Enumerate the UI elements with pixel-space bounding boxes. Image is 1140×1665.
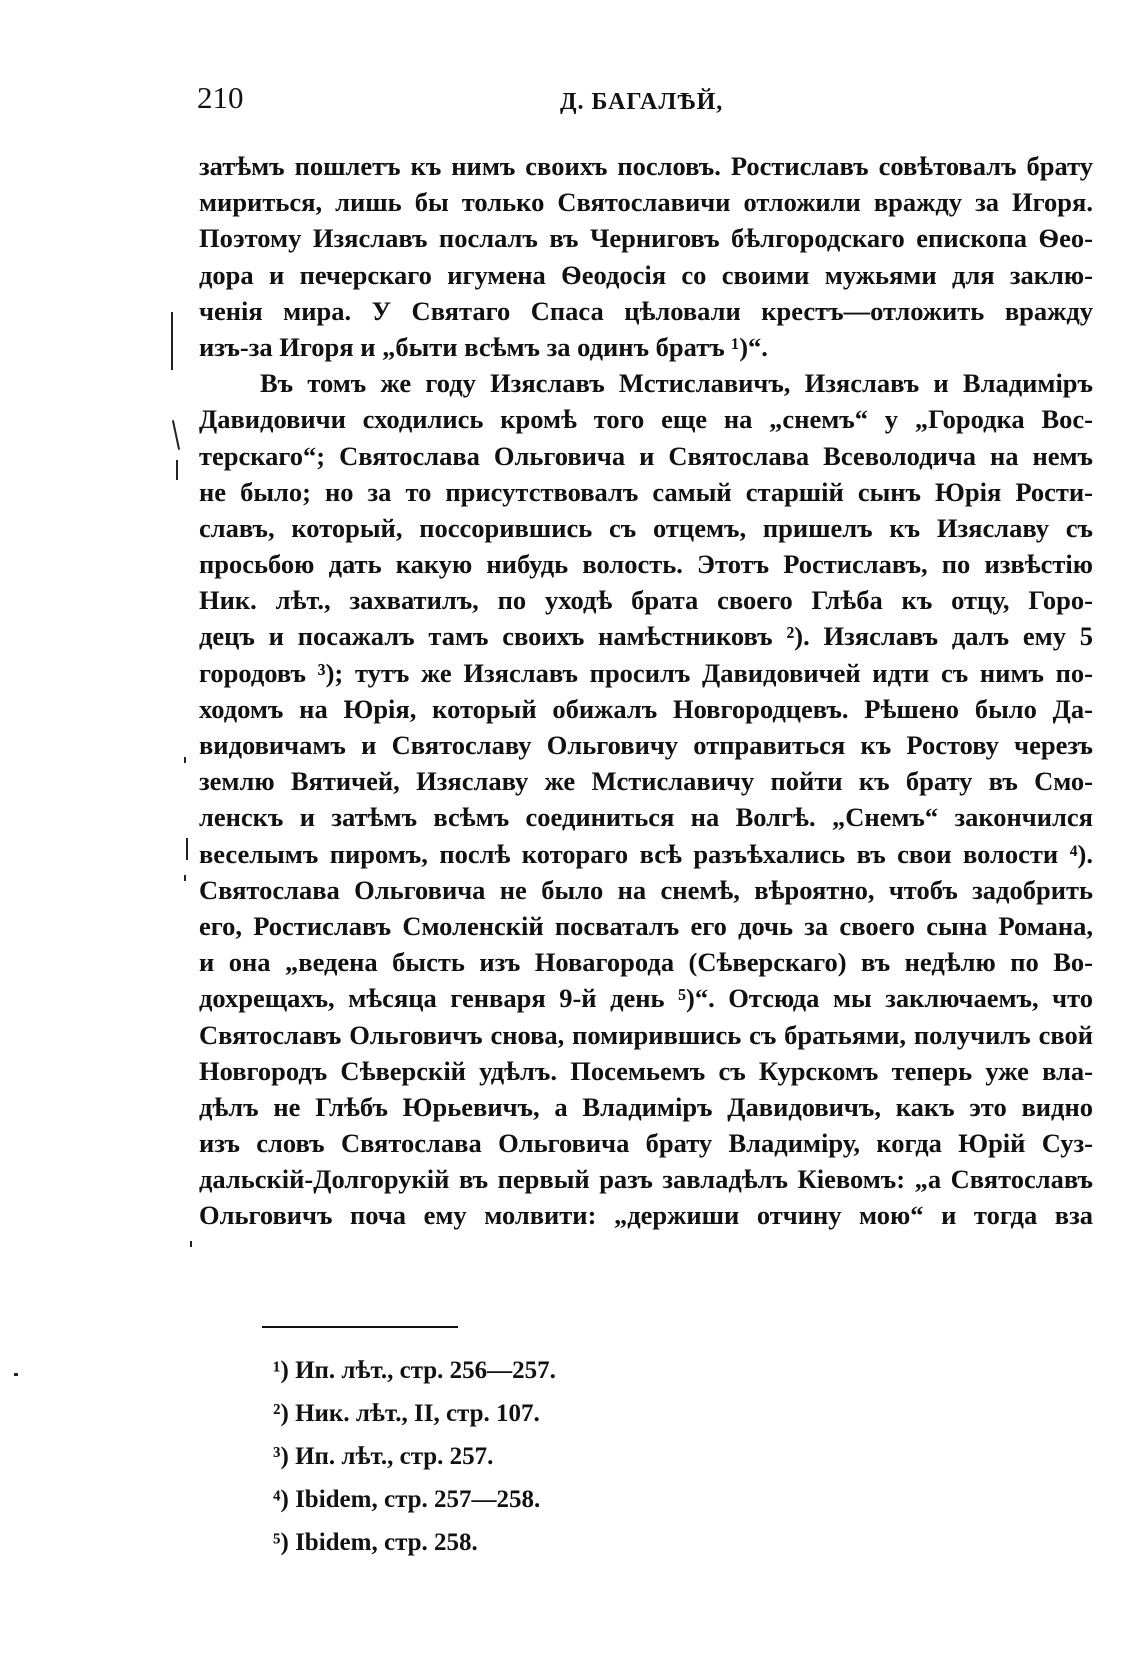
body-line: его, Ростиславъ Смоленскій посваталъ его дочь за своего сына Романа, bbox=[199, 910, 1093, 941]
body-line: веселымъ пиромъ, послѣ котораго всѣ разъѣхались въ свои волости ⁴). bbox=[199, 838, 1093, 869]
footnote: ¹) Ип. лѣт., стр. 256—257. bbox=[273, 1357, 556, 1384]
body-line: затѣмъ пошлетъ къ нимъ своихъ пословъ. Ростиславъ совѣтовалъ брату bbox=[199, 151, 1093, 181]
body-text bbox=[199, 148, 1093, 1234]
body-line: землю Вятичей, Изяславу же Мстиславичу пойти къ брату въ Смо- bbox=[199, 766, 1093, 797]
body-line: ленскъ и затѣмъ всѣмъ соединиться на Волгѣ. „Снемъ“ закончился bbox=[199, 802, 1093, 833]
body-line: просьбою дать какую нибудь волость. Этотъ Ростиславъ, по извѣстію bbox=[199, 549, 1093, 580]
body-line: Святослава Ольговича не было на снемѣ, вѣроятно, чтобъ задобрить bbox=[199, 874, 1093, 905]
margin-mark bbox=[190, 1241, 192, 1247]
body-line: Ник. лѣт., захватилъ, по уходѣ брата своего Глѣба къ отцу, Горо- bbox=[199, 585, 1093, 616]
body-line: и она „ведена бысть изъ Новагорода (Сѣверскаго) въ недѣлю по Во- bbox=[199, 947, 1093, 978]
footnote-rule bbox=[262, 1326, 458, 1328]
footnote: ³) Ип. лѣт., стр. 257. bbox=[273, 1443, 494, 1470]
body-line: ходомъ на Юрія, который обижалъ Новгородцевъ. Рѣшено было Да- bbox=[199, 693, 1093, 724]
margin-mark bbox=[171, 312, 173, 370]
footnotes bbox=[273, 1349, 873, 1564]
body-line: ченія мира. У Святаго Спаса цѣловали крестъ—отложить вражду bbox=[199, 295, 1093, 326]
body-line: дѣлъ не Глѣбъ Юрьевичъ, а Владиміръ Давидовичъ, какъ это видно bbox=[199, 1091, 1093, 1122]
body-line: городовъ ³); тутъ же Изяславъ просилъ Давидовичей идти съ нимъ по- bbox=[199, 657, 1093, 688]
body-line: славъ, который, поссорившись съ отцемъ, пришелъ къ Изяславу съ bbox=[199, 512, 1093, 543]
body-line: не было; но за то присутствовалъ самый старшій сынъ Юрія Рости- bbox=[199, 476, 1093, 507]
margin-mark bbox=[184, 757, 186, 763]
body-line: Давидовичи сходились кромѣ того еще на „снемъ“ у „Городка Вос- bbox=[199, 404, 1093, 435]
body-line: изъ словъ Святослава Ольговича брату Владиміру, когда Юрій Суз- bbox=[199, 1128, 1093, 1159]
footnote: ²) Ник. лѣт., II, стр. 107. bbox=[273, 1400, 540, 1427]
body-line: Новгородъ Сѣверскій удѣлъ. Посемьемъ съ Курскомъ теперь уже вла- bbox=[199, 1055, 1093, 1086]
margin-mark bbox=[186, 838, 188, 860]
page-number: 210 bbox=[197, 80, 244, 115]
body-line: дальскій-Долгорукій въ первый разъ завладѣлъ Кіевомъ: „а Святославъ bbox=[199, 1164, 1093, 1195]
body-line: Святославъ Ольговичъ снова, помирившись съ братьями, получилъ свой bbox=[199, 1019, 1093, 1050]
body-line: дохрещахъ, мѣсяца генваря 9-й день ⁵)“. Отсюда мы заключаемъ, что bbox=[199, 983, 1093, 1014]
body-line: децъ и посажалъ тамъ своихъ намѣстниковъ ²). Изяславъ далъ ему 5 bbox=[199, 621, 1093, 652]
body-line: Въ томъ же году Изяславъ Мстиславичъ, Изяславъ и Владиміръ bbox=[260, 368, 1093, 399]
body-line: изъ-за Игоря и „быти всѣмъ за одинъ братъ ¹)“. bbox=[199, 331, 768, 362]
body-line: Поэтому Изяславъ послалъ въ Черниговъ бѣлгородскаго епископа Ѳео- bbox=[199, 223, 1093, 254]
body-line: видовичамъ и Святославу Ольговичу отправиться къ Ростову черезъ bbox=[199, 730, 1093, 760]
footnote: ⁵) Ibidem, стр. 258. bbox=[273, 1529, 478, 1556]
margin-mark bbox=[184, 875, 186, 881]
margin-mark bbox=[172, 420, 180, 450]
body-line: терскаго“; Святослава Ольговича и Святослава Всеволодича на немъ bbox=[199, 440, 1093, 471]
body-line: дора и печерскаго игумена Ѳеодосія со своими мужьями для заклю- bbox=[199, 259, 1093, 290]
margin-mark bbox=[176, 460, 178, 480]
body-line: мириться, лишь бы только Святославичи отложили вражду за Игоря. bbox=[199, 187, 1093, 218]
footnote: ⁴) Ibidem, стр. 257—258. bbox=[273, 1486, 541, 1513]
body-line: Ольговичъ поча ему молвити: „держиши отчину мою“ и тогда вза bbox=[199, 1200, 1093, 1231]
margin-mark bbox=[14, 1373, 18, 1376]
running-head: Д. БАГАЛѢЙ, bbox=[560, 89, 724, 115]
